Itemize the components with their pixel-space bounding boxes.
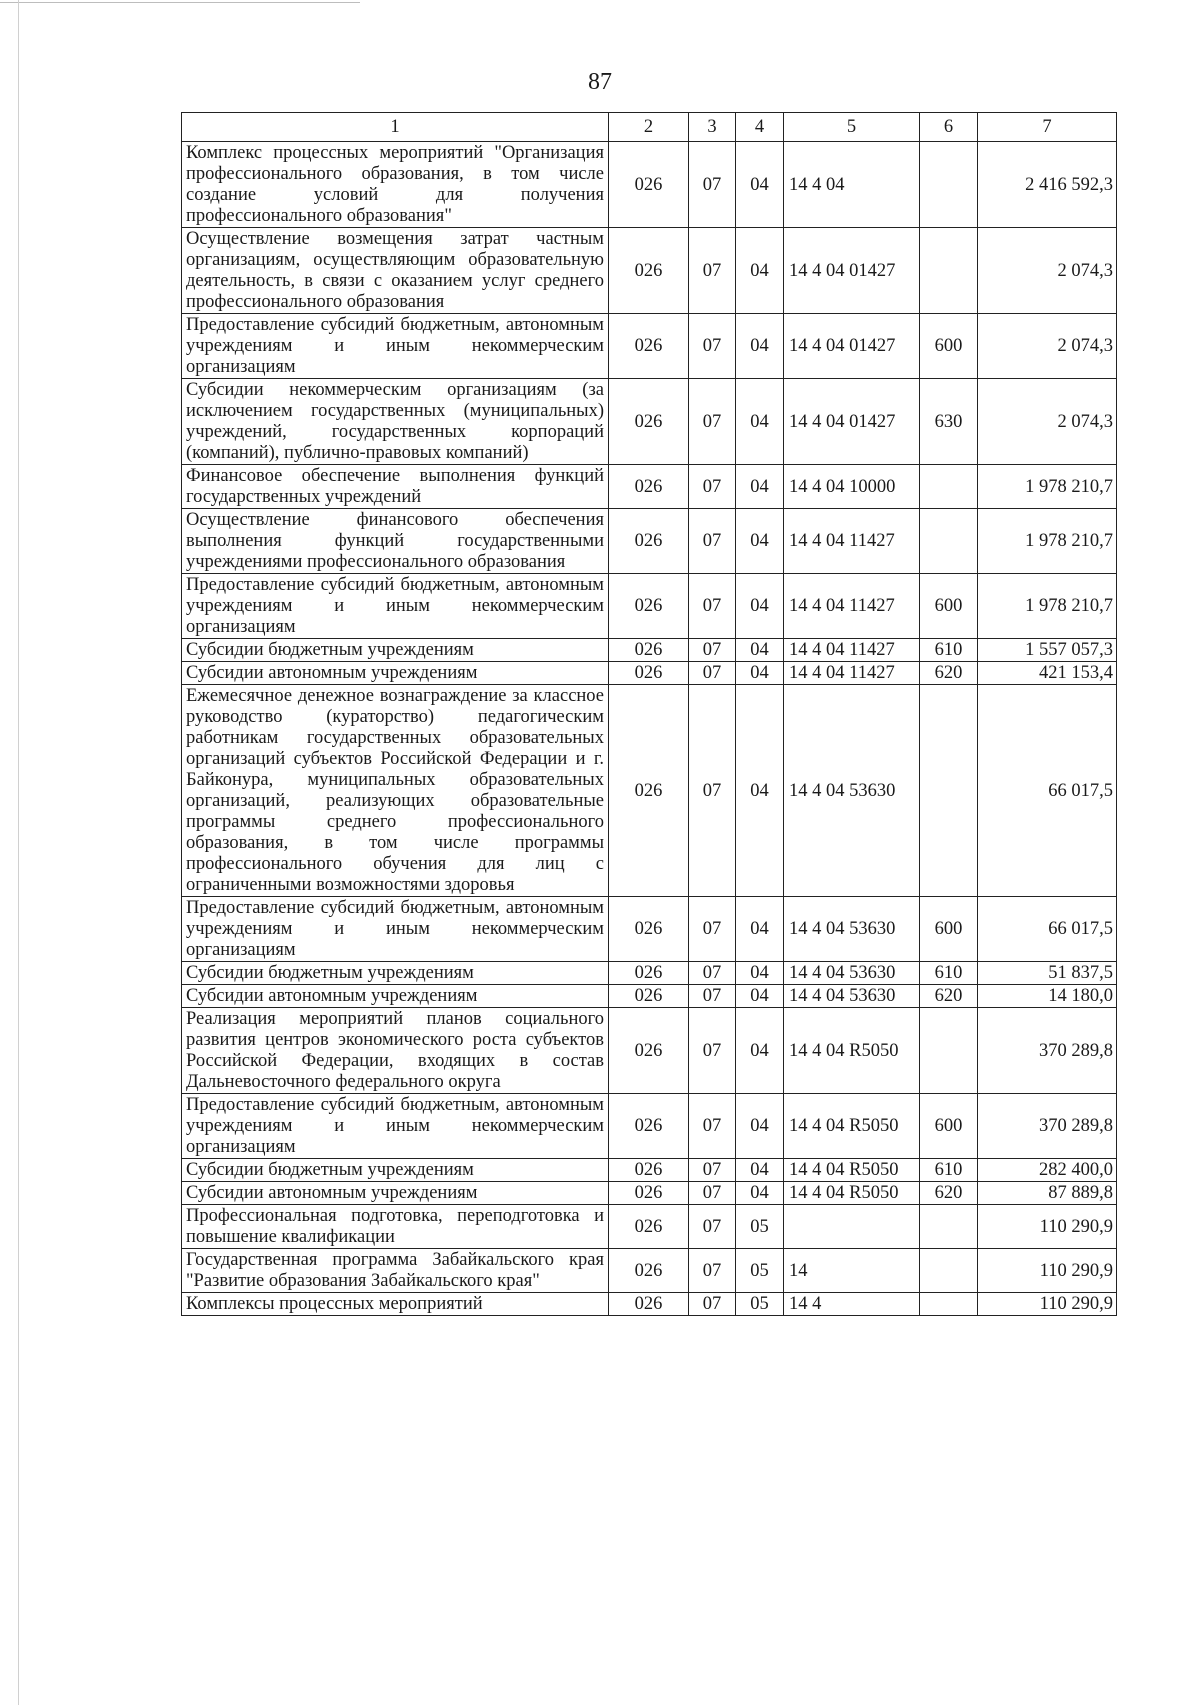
table-row — [182, 465, 1117, 509]
row-expense-type-cell — [920, 685, 978, 897]
row-subsection-code-cell: 04 — [736, 574, 784, 639]
row-target-article-cell: 14 4 — [784, 1293, 920, 1316]
row-expense-type-cell — [920, 1293, 978, 1316]
row-amount-cell: 282 400,0 — [978, 1159, 1117, 1182]
row-target-article-cell: 14 4 04 11427 — [784, 509, 920, 574]
row-subsection-code-cell: 05 — [736, 1249, 784, 1293]
row-expense-type-cell — [920, 1008, 978, 1094]
budget-table — [181, 112, 1117, 1316]
header-col-7: 7 — [978, 113, 1117, 142]
row-subsection-code-cell: 04 — [736, 985, 784, 1008]
row-subsection-code-cell: 04 — [736, 962, 784, 985]
row-subsection-code-cell: 04 — [736, 314, 784, 379]
row-ministry-code-cell: 026 — [609, 228, 689, 314]
row-expense-type-cell: 600 — [920, 574, 978, 639]
row-name-cell: Государственная программа Забайкальского края "Развитие образования Забайкальского края" — [182, 1249, 609, 1293]
row-name-cell: Осуществление финансового обеспечения выполнения функций государственными учреждениями профессионального образования — [182, 509, 609, 574]
row-expense-type-cell: 600 — [920, 314, 978, 379]
row-ministry-code-cell: 026 — [609, 1293, 689, 1316]
row-ministry-code-cell: 026 — [609, 1205, 689, 1249]
table-row — [182, 1008, 1117, 1094]
header-row — [182, 113, 1117, 142]
row-name-cell: Предоставление субсидий бюджетным, автономным учреждениям и иным некоммерческим организациям — [182, 574, 609, 639]
row-amount-cell: 51 837,5 — [978, 962, 1117, 985]
row-subsection-code-cell: 04 — [736, 509, 784, 574]
row-subsection-code-cell: 04 — [736, 228, 784, 314]
row-expense-type-cell — [920, 509, 978, 574]
table-row — [182, 1249, 1117, 1293]
row-target-article-cell: 14 4 04 53630 — [784, 985, 920, 1008]
row-name-cell: Реализация мероприятий планов социального развития центров экономического роста субъектов Российской Федерации, входящих в состав Дальневосточного федерального округа — [182, 1008, 609, 1094]
row-amount-cell: 370 289,8 — [978, 1094, 1117, 1159]
row-name-cell: Комплексы процессных мероприятий — [182, 1293, 609, 1316]
table-row — [182, 962, 1117, 985]
row-expense-type-cell — [920, 1205, 978, 1249]
row-ministry-code-cell: 026 — [609, 574, 689, 639]
table-row — [182, 509, 1117, 574]
row-ministry-code-cell: 026 — [609, 1094, 689, 1159]
row-ministry-code-cell: 026 — [609, 962, 689, 985]
row-name-cell: Субсидии автономным учреждениям — [182, 1182, 609, 1205]
row-section-code-cell: 07 — [689, 379, 736, 465]
table-row — [182, 639, 1117, 662]
row-ministry-code-cell: 026 — [609, 314, 689, 379]
row-name-cell: Комплекс процессных мероприятий "Организация профессионального образования, в том числе создание условий для получения профессионального образования" — [182, 142, 609, 228]
row-ministry-code-cell: 026 — [609, 685, 689, 897]
table-row — [182, 685, 1117, 897]
table-row — [182, 1159, 1117, 1182]
row-amount-cell: 1 978 210,7 — [978, 465, 1117, 509]
row-expense-type-cell: 620 — [920, 985, 978, 1008]
row-ministry-code-cell: 026 — [609, 379, 689, 465]
row-target-article-cell: 14 4 04 53630 — [784, 962, 920, 985]
row-target-article-cell: 14 4 04 01427 — [784, 379, 920, 465]
row-section-code-cell: 07 — [689, 1182, 736, 1205]
row-subsection-code-cell: 04 — [736, 1182, 784, 1205]
row-amount-cell: 1 978 210,7 — [978, 574, 1117, 639]
scan-margin-line — [18, 0, 19, 1705]
header-col-5: 5 — [784, 113, 920, 142]
row-ministry-code-cell: 026 — [609, 639, 689, 662]
row-section-code-cell: 07 — [689, 1159, 736, 1182]
table-row — [182, 985, 1117, 1008]
row-name-cell: Финансовое обеспечение выполнения функций государственных учреждений — [182, 465, 609, 509]
row-subsection-code-cell: 04 — [736, 639, 784, 662]
row-target-article-cell: 14 4 04 01427 — [784, 228, 920, 314]
row-name-cell: Субсидии бюджетным учреждениям — [182, 962, 609, 985]
row-ministry-code-cell: 026 — [609, 662, 689, 685]
row-section-code-cell: 07 — [689, 1249, 736, 1293]
row-expense-type-cell: 620 — [920, 1182, 978, 1205]
row-target-article-cell: 14 4 04 11427 — [784, 662, 920, 685]
row-amount-cell: 110 290,9 — [978, 1205, 1117, 1249]
row-section-code-cell: 07 — [689, 1293, 736, 1316]
row-expense-type-cell: 610 — [920, 1159, 978, 1182]
scan-edge-line — [0, 2, 360, 3]
row-name-cell: Предоставление субсидий бюджетным, автономным учреждениям и иным некоммерческим организациям — [182, 314, 609, 379]
row-ministry-code-cell: 026 — [609, 1008, 689, 1094]
row-amount-cell: 370 289,8 — [978, 1008, 1117, 1094]
row-section-code-cell: 07 — [689, 662, 736, 685]
row-section-code-cell: 07 — [689, 897, 736, 962]
row-name-cell: Субсидии бюджетным учреждениям — [182, 639, 609, 662]
table-row — [182, 379, 1117, 465]
page-number: 87 — [588, 69, 612, 95]
row-subsection-code-cell: 04 — [736, 142, 784, 228]
row-ministry-code-cell: 026 — [609, 1182, 689, 1205]
header-col-6: 6 — [920, 113, 978, 142]
row-amount-cell: 421 153,4 — [978, 662, 1117, 685]
row-ministry-code-cell: 026 — [609, 1159, 689, 1182]
row-amount-cell: 66 017,5 — [978, 897, 1117, 962]
row-amount-cell: 2 416 592,3 — [978, 142, 1117, 228]
row-amount-cell: 1 557 057,3 — [978, 639, 1117, 662]
row-expense-type-cell: 610 — [920, 639, 978, 662]
row-ministry-code-cell: 026 — [609, 985, 689, 1008]
row-amount-cell: 110 290,9 — [978, 1293, 1117, 1316]
row-section-code-cell: 07 — [689, 509, 736, 574]
row-target-article-cell: 14 4 04 53630 — [784, 685, 920, 897]
row-expense-type-cell — [920, 228, 978, 314]
row-expense-type-cell: 600 — [920, 897, 978, 962]
row-section-code-cell: 07 — [689, 1008, 736, 1094]
table-row — [182, 1094, 1117, 1159]
row-subsection-code-cell: 04 — [736, 897, 784, 962]
row-ministry-code-cell: 026 — [609, 1249, 689, 1293]
row-section-code-cell: 07 — [689, 465, 736, 509]
row-amount-cell: 2 074,3 — [978, 379, 1117, 465]
row-target-article-cell: 14 4 04 11427 — [784, 574, 920, 639]
row-amount-cell: 2 074,3 — [978, 228, 1117, 314]
row-target-article-cell: 14 4 04 R5050 — [784, 1094, 920, 1159]
row-expense-type-cell: 620 — [920, 662, 978, 685]
table-row — [182, 1182, 1117, 1205]
table-row — [182, 142, 1117, 228]
table-row — [182, 1293, 1117, 1316]
row-target-article-cell: 14 — [784, 1249, 920, 1293]
row-section-code-cell: 07 — [689, 574, 736, 639]
header-col-4: 4 — [736, 113, 784, 142]
row-name-cell: Профессиональная подготовка, переподготовка и повышение квалификации — [182, 1205, 609, 1249]
row-subsection-code-cell: 05 — [736, 1205, 784, 1249]
row-target-article-cell: 14 4 04 R5050 — [784, 1159, 920, 1182]
table-row — [182, 662, 1117, 685]
row-name-cell: Предоставление субсидий бюджетным, автономным учреждениям и иным некоммерческим организациям — [182, 1094, 609, 1159]
row-section-code-cell: 07 — [689, 962, 736, 985]
table-row — [182, 574, 1117, 639]
header-col-2: 2 — [609, 113, 689, 142]
row-amount-cell: 87 889,8 — [978, 1182, 1117, 1205]
row-amount-cell: 2 074,3 — [978, 314, 1117, 379]
row-section-code-cell: 07 — [689, 1205, 736, 1249]
row-target-article-cell: 14 4 04 R5050 — [784, 1008, 920, 1094]
row-subsection-code-cell: 04 — [736, 1094, 784, 1159]
row-subsection-code-cell: 04 — [736, 662, 784, 685]
table-row — [182, 897, 1117, 962]
row-ministry-code-cell: 026 — [609, 465, 689, 509]
row-amount-cell: 14 180,0 — [978, 985, 1117, 1008]
row-expense-type-cell — [920, 142, 978, 228]
table-body — [182, 142, 1117, 1316]
row-target-article-cell: 14 4 04 01427 — [784, 314, 920, 379]
row-name-cell: Осуществление возмещения затрат частным организациям, осуществляющим образовательную деятельность, в связи с оказанием услуг среднего профессионального образования — [182, 228, 609, 314]
row-ministry-code-cell: 026 — [609, 142, 689, 228]
row-section-code-cell: 07 — [689, 1094, 736, 1159]
row-amount-cell: 110 290,9 — [978, 1249, 1117, 1293]
row-target-article-cell: 14 4 04 — [784, 142, 920, 228]
row-ministry-code-cell: 026 — [609, 897, 689, 962]
table-row — [182, 1205, 1117, 1249]
row-target-article-cell: 14 4 04 R5050 — [784, 1182, 920, 1205]
row-ministry-code-cell: 026 — [609, 509, 689, 574]
row-name-cell: Предоставление субсидий бюджетным, автономным учреждениям и иным некоммерческим организациям — [182, 897, 609, 962]
row-subsection-code-cell: 04 — [736, 379, 784, 465]
row-subsection-code-cell: 05 — [736, 1293, 784, 1316]
row-section-code-cell: 07 — [689, 314, 736, 379]
row-name-cell: Субсидии бюджетным учреждениям — [182, 1159, 609, 1182]
row-target-article-cell: 14 4 04 11427 — [784, 639, 920, 662]
row-expense-type-cell: 630 — [920, 379, 978, 465]
row-section-code-cell: 07 — [689, 985, 736, 1008]
row-subsection-code-cell: 04 — [736, 1008, 784, 1094]
row-expense-type-cell: 600 — [920, 1094, 978, 1159]
row-expense-type-cell — [920, 465, 978, 509]
row-name-cell: Субсидии автономным учреждениям — [182, 662, 609, 685]
row-subsection-code-cell: 04 — [736, 685, 784, 897]
row-section-code-cell: 07 — [689, 142, 736, 228]
header-col-1: 1 — [182, 113, 609, 142]
row-target-article-cell: 14 4 04 10000 — [784, 465, 920, 509]
row-target-article-cell — [784, 1205, 920, 1249]
row-name-cell: Субсидии некоммерческим организациям (за исключением государственных (муниципальных) учреждений, государственных корпораций (компаний), публично-правовых компаний) — [182, 379, 609, 465]
row-subsection-code-cell: 04 — [736, 1159, 784, 1182]
header-col-3: 3 — [689, 113, 736, 142]
row-expense-type-cell — [920, 1249, 978, 1293]
row-name-cell: Субсидии автономным учреждениям — [182, 985, 609, 1008]
row-expense-type-cell: 610 — [920, 962, 978, 985]
row-amount-cell: 66 017,5 — [978, 685, 1117, 897]
row-subsection-code-cell: 04 — [736, 465, 784, 509]
row-section-code-cell: 07 — [689, 228, 736, 314]
row-section-code-cell: 07 — [689, 639, 736, 662]
row-section-code-cell: 07 — [689, 685, 736, 897]
table-row — [182, 314, 1117, 379]
row-target-article-cell: 14 4 04 53630 — [784, 897, 920, 962]
table-row — [182, 228, 1117, 314]
row-amount-cell: 1 978 210,7 — [978, 509, 1117, 574]
row-name-cell: Ежемесячное денежное вознаграждение за классное руководство (кураторство) педагогическим работникам государственных образовательных организаций субъектов Российской Федерации и г. Байконура, муниципальных образовательных организаций, реализующих образовательные программы среднего профессионального образования, в том числе программы профессионального обучения для лиц с ограниченными возможностями здоровья — [182, 685, 609, 897]
